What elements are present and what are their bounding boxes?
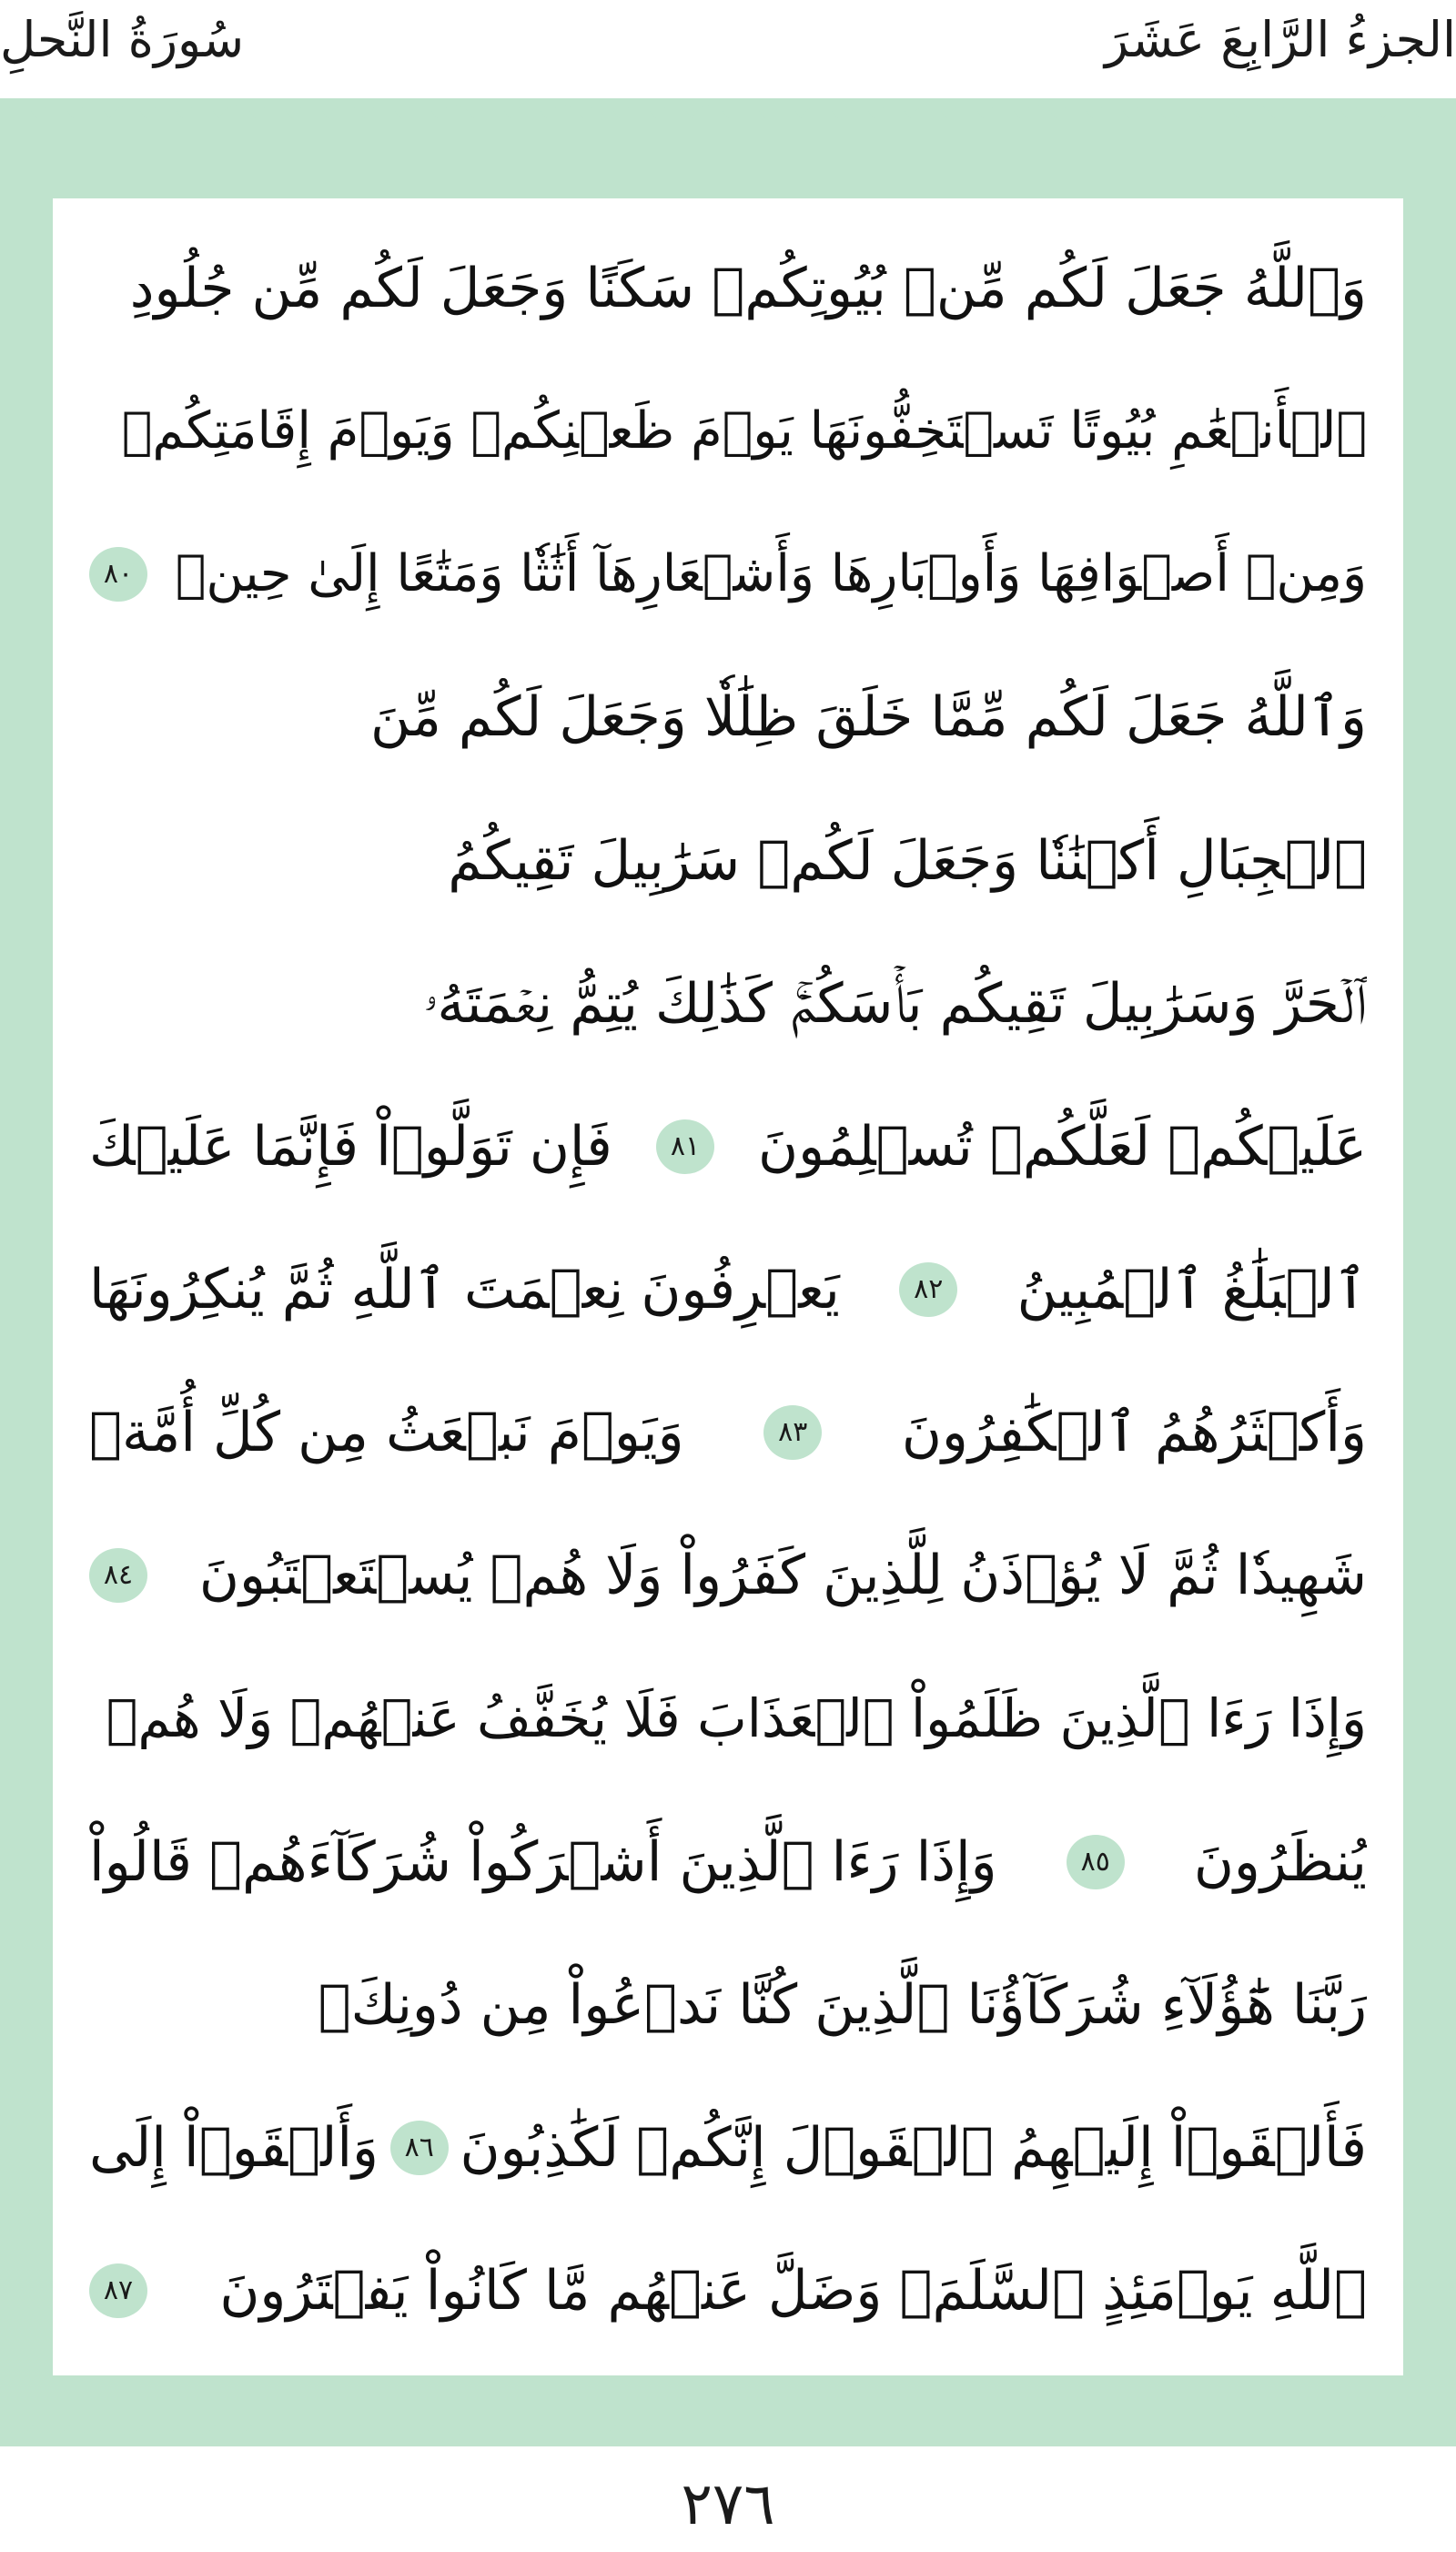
verse-text: يُنظَرُونَ bbox=[1193, 1829, 1367, 1894]
verse-line bbox=[89, 1232, 1367, 1347]
verse-text: ٱلۡبَلَٰغُ ٱلۡمُبِينُ bbox=[1016, 1257, 1367, 1322]
surah-name: سُورَةُ النَّحلِ bbox=[0, 11, 245, 68]
verse-line bbox=[89, 1089, 1367, 1204]
frame-bottom-scallop bbox=[0, 2421, 1456, 2448]
verse-text: ٱلۡأَنۡعَٰمِ بُيُوتًا تَسۡتَخِفُّونَهَا يَوۡمَ ظَعۡنِكُمۡ وَيَوۡمَ إِقَامَتِكُمۡ bbox=[121, 401, 1367, 461]
ayah-number-marker: ٨٠ bbox=[89, 547, 147, 602]
verse-text: وَمِنۡ أَصۡوَافِهَا وَأَوۡبَارِهَا وَأَشۡعَارِهَآ أَثَٰثٗا وَمَتَٰعًا إِلَىٰ حِينٖ bbox=[175, 544, 1367, 604]
verse-text: ٱلۡحَرَّ وَسَرَٰبِيلَ تَقِيكُم بَأۡسَكُمۡۚ كَذَٰلِكَ يُتِمُّ نِعۡمَتَهُۥ bbox=[423, 971, 1367, 1036]
ayah-number-marker: ٨٥ bbox=[1067, 1835, 1125, 1889]
page-number: ٢٧٦ bbox=[681, 2471, 775, 2538]
verse-text: يَعۡرِفُونَ نِعۡمَتَ ٱللَّهِ ثُمَّ يُنكِرُونَهَا bbox=[89, 1257, 840, 1322]
ayah-number-marker: ٨٤ bbox=[89, 1548, 147, 1603]
verse-text: ٱللَّهِ يَوۡمَئِذٍ ٱلسَّلَمَۖ وَضَلَّ عَنۡهُم مَّا كَانُواْ يَفۡتَرُونَ bbox=[219, 2258, 1367, 2323]
verse-text: رَبَّنَا هَٰٓؤُلَآءِ شُرَكَآؤُنَا ٱلَّذِينَ كُنَّا نَدۡعُواْ مِن دُونِكَۖ bbox=[318, 1972, 1367, 2037]
verse-line bbox=[89, 1518, 1367, 1633]
verse-text: وَأَلۡقَوۡاْ إِلَى bbox=[89, 2115, 379, 2180]
verse-line bbox=[89, 947, 1367, 1061]
verse-lines bbox=[89, 231, 1367, 2348]
verse-text: وَإِذَا رَءَا ٱلَّذِينَ أَشۡرَكُواْ شُرَكَآءَهُمۡ قَالُواْ bbox=[89, 1829, 997, 1894]
verse-text: وَٱللَّهُ جَعَلَ لَكُم مِّمَّا خَلَقَ ظِلَٰلٗا وَجَعَلَ لَكُم مِّنَ bbox=[370, 685, 1367, 750]
verse-line bbox=[89, 1805, 1367, 1919]
ayah-number-marker: ٨٣ bbox=[763, 1405, 822, 1460]
verse-line bbox=[89, 804, 1367, 918]
verse-line bbox=[89, 374, 1367, 489]
verse-text: وَأَكۡثَرُهُمُ ٱلۡكَٰفِرُونَ bbox=[901, 1401, 1367, 1465]
ayah-number-marker: ٨١ bbox=[656, 1119, 714, 1174]
verse-line bbox=[89, 517, 1367, 632]
verse-line bbox=[89, 1375, 1367, 1490]
verse-text: وَٱللَّهُ جَعَلَ لَكُم مِّنۢ بُيُوتِكُمۡ سَكَنًا وَجَعَلَ لَكُم مِّن جُلُودِ bbox=[129, 257, 1367, 320]
verse-text: فَأَلۡقَوۡاْ إِلَيۡهِمُ ٱلۡقَوۡلَ إِنَّكُمۡ لَكَٰذِبُونَ bbox=[460, 2115, 1367, 2180]
verse-text: عَلَيۡكُمۡ لَعَلَّكُمۡ تُسۡلِمُونَ bbox=[758, 1114, 1367, 1179]
quran-page bbox=[53, 198, 1403, 2375]
verse-text: وَيَوۡمَ نَبۡعَثُ مِن كُلِّ أُمَّةٖ bbox=[89, 1401, 684, 1465]
verse-text: وَإِذَا رَءَا ٱلَّذِينَ ظَلَمُواْ ٱلۡعَذَابَ فَلَا يُخَفَّفُ عَنۡهُمۡ وَلَا هُمۡ bbox=[106, 1687, 1367, 1750]
verse-line bbox=[89, 1661, 1367, 1776]
frame-top-scallop bbox=[0, 91, 1456, 118]
verse-line bbox=[89, 1948, 1367, 2062]
verse-text: شَهِيدٗا ثُمَّ لَا يُؤۡذَنُ لِلَّذِينَ كَفَرُواْ وَلَا هُمۡ يُسۡتَعۡتَبُونَ bbox=[198, 1544, 1367, 1608]
verse-line bbox=[89, 231, 1367, 346]
verse-line bbox=[89, 2233, 1367, 2348]
verse-text: فَإِن تَوَلَّوۡاْ فَإِنَّمَا عَلَيۡكَ bbox=[89, 1114, 612, 1179]
verse-line bbox=[89, 660, 1367, 775]
juz-name: الجزءُ الرَّابِعَ عَشَرَ bbox=[1104, 11, 1456, 68]
verse-text: ٱلۡجِبَالِ أَكۡنَٰنٗا وَجَعَلَ لَكُمۡ سَرَٰبِيلَ تَقِيكُمُ bbox=[448, 828, 1367, 893]
ayah-number-marker: ٨٧ bbox=[89, 2263, 147, 2318]
verse-line bbox=[89, 2091, 1367, 2205]
ayah-number-marker: ٨٢ bbox=[899, 1262, 957, 1317]
ayah-number-marker: ٨٦ bbox=[390, 2121, 449, 2175]
